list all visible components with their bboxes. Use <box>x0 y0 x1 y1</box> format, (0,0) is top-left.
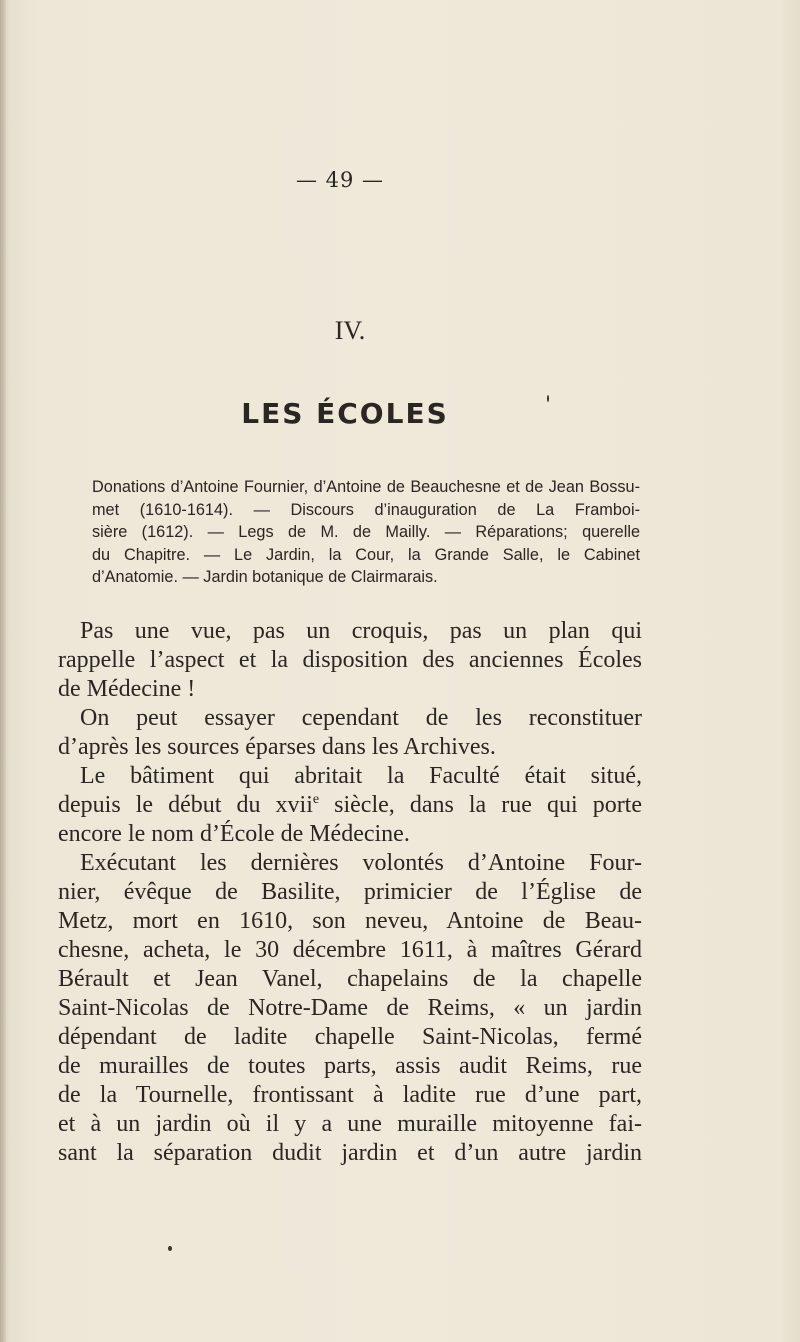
page-number: — 49 — <box>295 168 385 192</box>
paragraph-line: rappelle l’aspect et la disposition des anciennes Écoles <box>58 647 642 673</box>
paragraph-line: de murailles de toutes parts, assis audit Reims, rue <box>58 1053 642 1079</box>
paragraph-line: Pas une vue, pas un croquis, pas un plan qui <box>80 618 642 644</box>
superscript: e <box>312 792 320 807</box>
paragraph-line: de Médecine ! <box>58 676 196 702</box>
summary-line: sière (1612). — Legs de M. de Mailly. — Réparations; querelle <box>92 523 640 541</box>
paragraph-line: On peut essayer cependant de les reconstituer <box>80 705 642 731</box>
paragraph-line: sant la séparation dudit jardin et d’un autre jardin <box>58 1140 642 1166</box>
text-segment: depuis le début du xvii <box>58 792 313 818</box>
paragraph-line: Bérault et Jean Vanel, chapelains de la chapelle <box>58 966 642 992</box>
summary-line: d’Anatomie. — Jardin botanique de Clairmarais. <box>92 568 438 586</box>
binding-edge <box>0 0 6 1342</box>
summary-line: du Chapitre. — Le Jardin, la Cour, la Grande Salle, le Cabinet <box>92 545 640 564</box>
paragraph-line: Le bâtiment qui abritait la Faculté était situé, <box>80 763 642 789</box>
summary-line: met (1610-1614). — Discours d’inauguration de La Framboi- <box>92 500 640 519</box>
body-text <box>58 617 642 1168</box>
paragraph-line: Saint-Nicolas de Notre-Dame de Reims, « un jardin <box>58 995 642 1021</box>
paragraph-line: et à un jardin où il y a une muraille mitoyenne fai- <box>58 1111 642 1137</box>
paragraph-line: nier, évêque de Basilite, primicier de l’Église de <box>58 879 642 905</box>
paragraph-line: d’après les sources éparses dans les Archives. <box>58 734 496 760</box>
ink-speck <box>168 1246 172 1251</box>
paragraph-line: encore le nom d’École de Médecine. <box>58 821 410 847</box>
paragraph-line: de la Tournelle, frontissant à ladite rue d’une part, <box>58 1082 642 1108</box>
chapter-number: IV. <box>334 316 366 345</box>
summary-line: Donations d’Antoine Fournier, d’Antoine de Beauchesne et de Jean Bossu- <box>92 478 640 496</box>
paragraph-line: chesne, acheta, le 30 décembre 1611, à maîtres Gérard <box>58 937 642 963</box>
paragraph-line: Exécutant les dernières volontés d’Antoine Four- <box>80 850 642 876</box>
paragraph-line: Metz, mort en 1610, son neveu, Antoine de Beau- <box>58 908 642 934</box>
chapter-title: LES ÉCOLES <box>241 397 449 430</box>
paragraph-line <box>58 791 642 820</box>
text-segment: siècle, dans la rue qui porte <box>319 792 643 818</box>
chapter-summary <box>92 476 640 589</box>
ink-speck <box>547 395 549 402</box>
paragraph-line: dépendant de ladite chapelle Saint-Nicolas, fermé <box>58 1024 642 1050</box>
